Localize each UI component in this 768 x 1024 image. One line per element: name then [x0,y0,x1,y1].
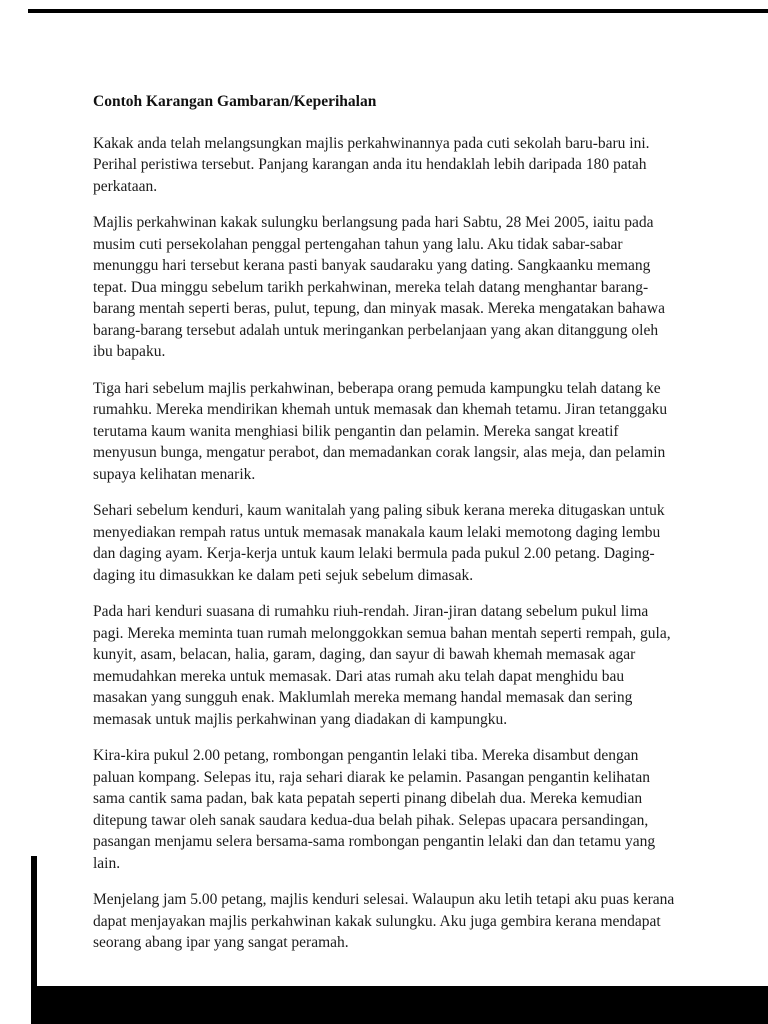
essay-paragraph: Majlis perkahwinan kakak sulungku berlangsung pada hari Sabtu, 28 Mei 2005, iaitu pada musim cuti persekolahan penggal pertengahan tahun yang lalu. Aku tidak sabar-sabar menunggu hari tersebut kerana pasti banyak saudaraku yang dating. Sangkaanku memang tepat. Dua minggu sebelum tarikh perkahwinan, mereka telah datang menghantar barang-barang mentah seperti beras, pulut, tepung, dan minyak masak. Mereka mengatakan bahawa barang-barang tersebut adalah untuk meringankan perbelanjaan yang akan ditanggung oleh ibu bapaku. [93,214,666,360]
scan-edge-bottom-bar [37,986,768,1024]
essay-title: Contoh Karangan Gambaran/Keperihalan [93,93,377,110]
essay-content [93,91,681,969]
essay-paragraph-instruction: Kakak anda telah melangsungkan majlis perkahwinannya pada cuti sekolah baru-baru ini. Perihal peristiwa tersebut. Panjang karangan anda itu hendaklah lebih daripada 180 patah perkataan. [93,134,650,195]
essay-paragraph: Kira-kira pukul 2.00 petang, rombongan pengantin lelaki tiba. Mereka disambut dengan paluan kompang. Selepas itu, raja sehari diarak ke pelamin. Pasangan pengantin kelihatan sama cantik sama padan, bak kata pepatah seperti pinang dibelah dua. Mereka kemudian ditepung tawar oleh sanak saudara kedua-dua belah pihak. Selepas upacara persandingan, pasangan menjamu selera bersama-sama rombongan pengantin lelaki dan dan tetamu yang lain. [93,747,656,872]
essay-paragraph: Sehari sebelum kenduri, kaum wanitalah yang paling sibuk kerana mereka ditugaskan untuk menyediakan rempah ratus untuk memasak manakala kaum lelaki memotong daging lembu dan daging ayam. Kerja-kerja untuk kaum lelaki bermula pada pukul 2.00 petang. Daging-daging itu dimasukkan ke dalam peti sejuk sebelum dimasak. [93,502,665,584]
essay-paragraph: Pada hari kenduri suasana di rumahku riuh-rendah. Jiran-jiran datang sebelum pukul lima pagi. Mereka meminta tuan rumah melonggokkan semua bahan mentah seperti rempah, gula, kunyit, asam, belacan, halia, garam, daging, dan sayur di bawah khemah memasak agar memudahkan mereka untuk memasak. Dari atas rumah aku telah dapat menghidu bau masakan yang sungguh enak. Maklumlah mereka memang handal memasak dan sering memasak untuk majlis perkahwinan yang diadakan di kampungku. [93,603,671,728]
essay-paragraph: Menjelang jam 5.00 petang, majlis kenduri selesai. Walaupun aku letih tetapi aku puas kerana dapat menjayakan majlis perkahwinan kakak sulungku. Aku juga gembira kerana mendapat seorang abang ipar yang sangat peramah. [93,891,675,951]
scan-edge-top-line [28,9,768,13]
essay-paragraph: Tiga hari sebelum majlis perkahwinan, beberapa orang pemuda kampungku telah datang ke rumahku. Mereka mendirikan khemah untuk memasak dan khemah tetamu. Jiran tetanggaku terutama kaum wanita menghiasi bilik pengantin dan pelamin. Mereka sangat kreatif menyusun bunga, mengatur perabot, dan memadankan corak langsir, alas meja, dan pelamin supaya kelihatan menarik. [93,379,668,483]
